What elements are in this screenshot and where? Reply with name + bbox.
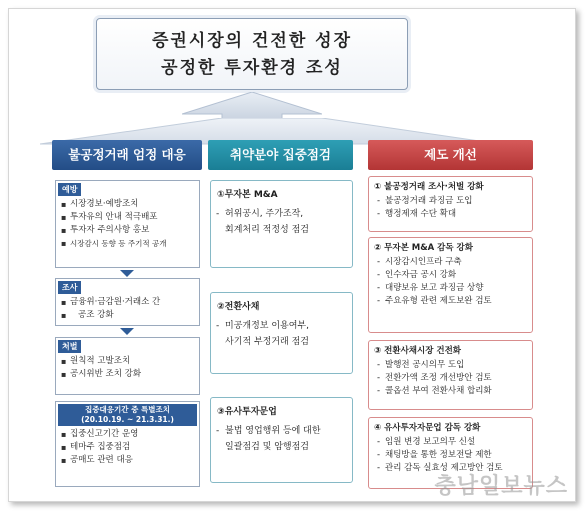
focus-item: [225, 206, 352, 238]
reform-item: - 채팅방을 통한 정보전달 제한: [385, 449, 532, 462]
prevent-tag: 예방: [58, 183, 81, 196]
focus-line: 사기적 부정거래 점검: [225, 337, 309, 347]
right-column-header: 제도 개선: [368, 140, 533, 170]
prevent-box: [55, 180, 200, 268]
reform-item: - 시장감시인프라 구축: [385, 256, 532, 269]
reform-title: ② 무자본 M&A 감독 강화: [374, 243, 473, 253]
goal-line-2: 공정한 투자환경 조성: [161, 58, 343, 78]
punish-item: ▪ 원칙적 고발조치: [70, 355, 199, 368]
reform-item: - 주요유형 관련 제도보완 검토: [385, 295, 532, 308]
reform-title: ① 불공정거래 조사·처벌 강화: [374, 182, 484, 192]
investigate-item: ▪ 금융위·금감원·거래소 간: [70, 296, 199, 309]
focus-title: ③유사투자문업: [217, 407, 277, 417]
investigate-box: [55, 278, 200, 326]
prevent-item: ▪ 시장경보·예방조치: [70, 198, 199, 211]
prevent-item: ▪ 시장감시 동향 등 주기적 공개: [70, 237, 199, 250]
reform-item: - 인수자금 공시 강화: [385, 269, 532, 282]
reform-box-1: [368, 176, 533, 232]
special-tag: [58, 404, 197, 426]
focus-line: 회계처리 적정성 점검: [225, 225, 309, 235]
focus-line: 불법 영업행위 등에 대한: [225, 426, 321, 436]
punish-item: ▪ 공시위반 조치 강화: [70, 368, 199, 381]
up-arrow-icon: [182, 92, 322, 120]
focus-line: 일괄점검 및 암행점검: [225, 442, 309, 452]
special-item: ▪ 테마주 집중점검: [70, 441, 199, 454]
goal-line-1: 증권시장의 건전한 성장: [151, 31, 353, 51]
goal-box: [96, 18, 408, 90]
focus-line: 미공개정보 이용여부,: [225, 321, 309, 331]
focus-box-2: [210, 292, 353, 374]
focus-title: ②전환사채: [217, 302, 260, 312]
investigate-tag: 조사: [58, 281, 81, 294]
reform-item: - 대량보유 보고 과징금 상향: [385, 282, 532, 295]
special-period: (20.10.19. ~ 21.3.31.): [81, 415, 174, 424]
reform-box-2: [368, 237, 533, 333]
down-arrow-icon: [120, 270, 134, 277]
prevent-item: ▪ 투자유의 안내 적극배포: [70, 211, 199, 224]
special-item: ▪ 집중신고기간 운영: [70, 428, 199, 441]
reform-item: - 콜옵션 부여 전환사채 합리화: [385, 385, 532, 398]
focus-line: 허위공시, 주가조작,: [225, 209, 304, 219]
reform-box-3: [368, 340, 533, 410]
punish-tag: 처벌: [58, 340, 81, 353]
investigate-item: ▪ 공조 강화: [70, 309, 199, 322]
special-item: ▪ 공매도 관련 대응: [70, 454, 199, 467]
left-column-header: 불공정거래 엄정 대응: [52, 140, 202, 170]
focus-item: [225, 423, 352, 455]
reform-item: - 발행전 공시의무 도입: [385, 359, 532, 372]
focus-item: [225, 318, 352, 350]
reform-item: - 불공정거래 과징금 도입: [385, 195, 532, 208]
watermark-logo: 충남일보뉴스: [434, 474, 568, 499]
reform-item: - 행정제재 수단 확대: [385, 208, 532, 221]
special-measures-box: [55, 401, 200, 487]
reform-item: - 관리 감독 실효성 제고방안 검토: [385, 462, 532, 475]
reform-item: - 임원 변경 보고의무 신설: [385, 436, 532, 449]
prevent-item: ▪ 투자자 주의사항 홍보: [70, 224, 199, 237]
middle-column-header: 취약분야 집중점검: [208, 140, 353, 170]
punish-box: [55, 337, 200, 395]
reform-title: ③ 전환사채시장 건전화: [374, 346, 462, 356]
reform-title: ④ 유사투자자문업 감독 강화: [374, 423, 481, 433]
focus-title: ①무자본 M&A: [217, 190, 278, 200]
down-arrow-icon: [120, 328, 134, 335]
focus-box-3: [210, 397, 353, 483]
focus-box-1: [210, 180, 353, 268]
reform-item: - 전환가액 조정 개선방안 검토: [385, 372, 532, 385]
special-tag-label: 집중대응기간 중 특별조치: [85, 405, 170, 414]
